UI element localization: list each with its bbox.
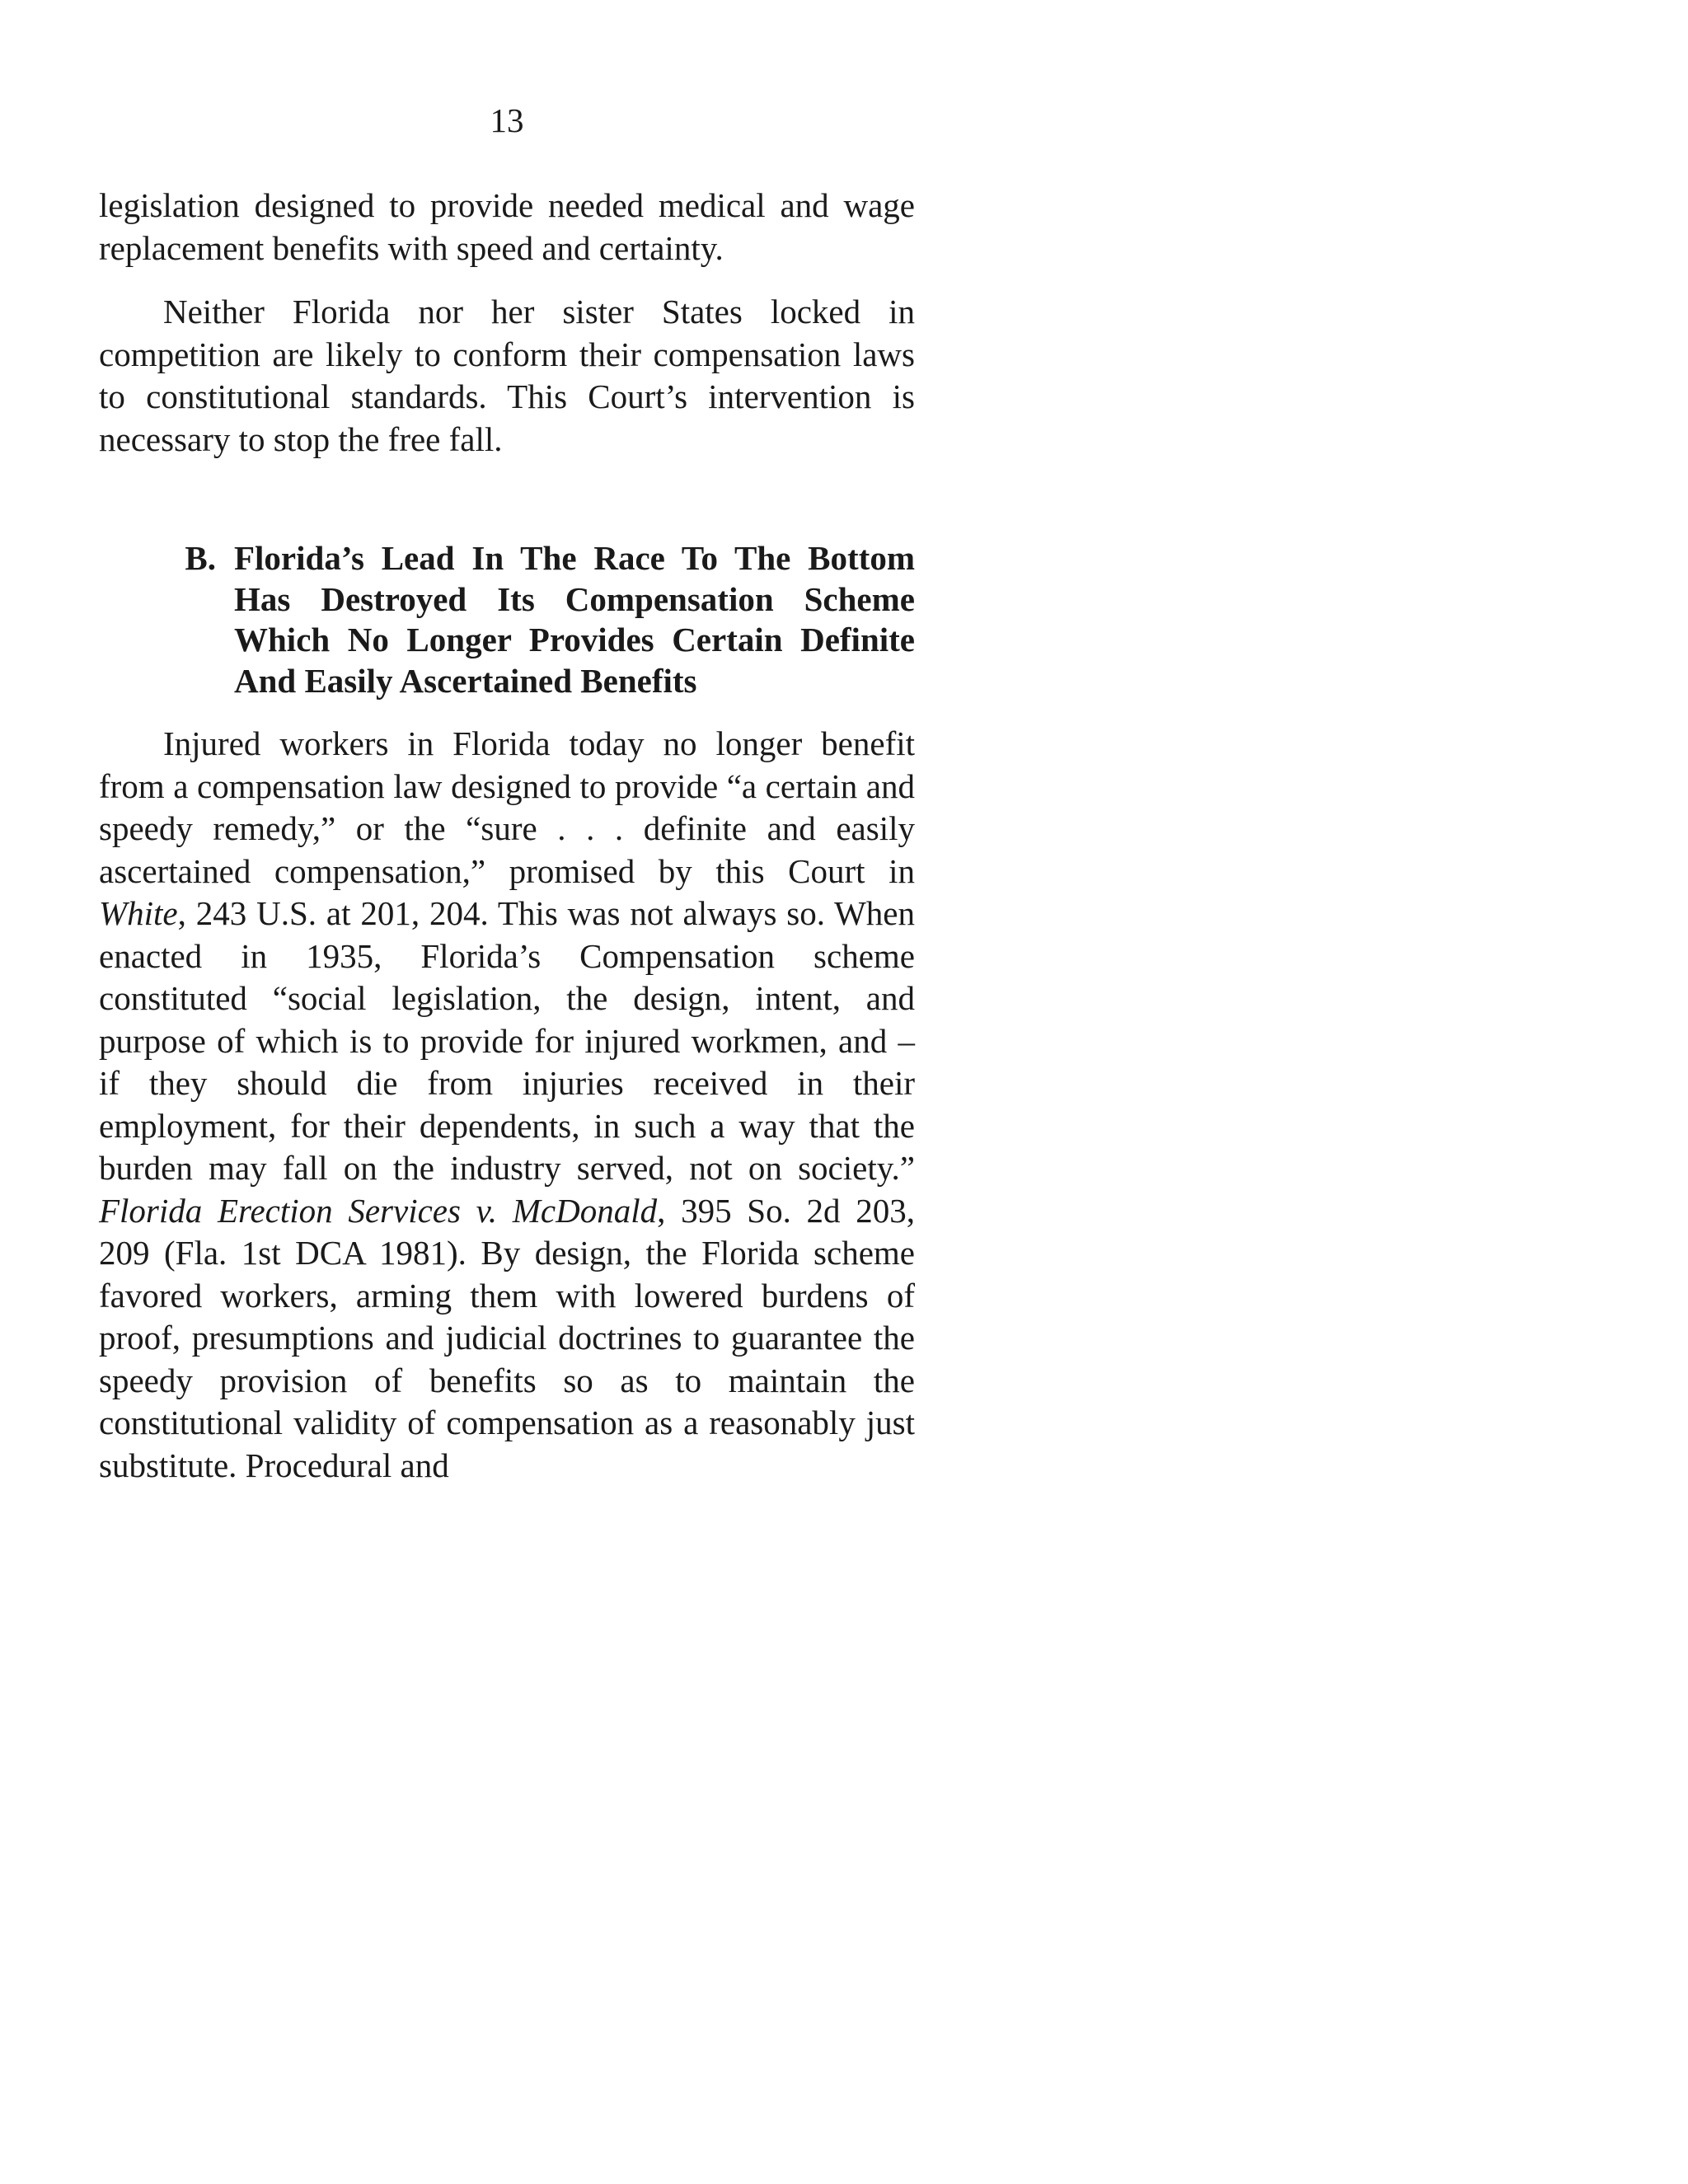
case-citation-white: White	[99, 894, 178, 932]
paragraph-continuation: legislation designed to provide needed medical and wage replacement benefits with speed and certainty.	[99, 186, 915, 267]
paragraph-injured-workers	[99, 723, 915, 1487]
paragraph-intervention: Neither Florida nor her sister States locked in competition are likely to conform their compensation laws to constitutional standards. This Court’s intervention is necessary to stop the free fall.	[99, 293, 915, 458]
page-number: 13	[490, 101, 524, 139]
section-heading	[99, 538, 915, 701]
paragraph-text: , 395 So. 2d 203, 209 (Fla. 1st DCA 1981). By design, the Florida scheme favored workers, arming them with lowered burdens of proof, presumptions and judicial doctrines to guarantee the speedy provision of benefits so as to maintain the constitutional validity of compensation as a reasonably just substitute. Procedural and	[99, 1191, 915, 1484]
paragraph-text: Injured workers in Florida today no longer benefit from a compensation law designed to provide “a certain and speedy remedy,” or the “sure . . . definite and easily ascertained compensation,” promised by this Court in	[99, 724, 915, 890]
case-citation-florida-erection: Florida Erection Services v. McDonald	[99, 1191, 658, 1230]
paragraph-text: , 243 U.S. at 201, 204. This was not always so. When enacted in 1935, Florida’s Compensation scheme constituted “social legislation, the design, intent, and purpose of which is to provide for injured workmen, and – if they should die from injuries received in their employment, for their dependents, in such a way that the burden may fall on the industry served, not on society.”	[99, 894, 915, 1187]
section-title: Florida’s Lead In The Race To The Bottom Has Destroyed Its Compensation Scheme Which No Longer Provides Certain Definite And Easily Ascertained Benefits	[234, 539, 915, 700]
text-column	[99, 185, 915, 1487]
section-marker: B.	[185, 539, 216, 577]
